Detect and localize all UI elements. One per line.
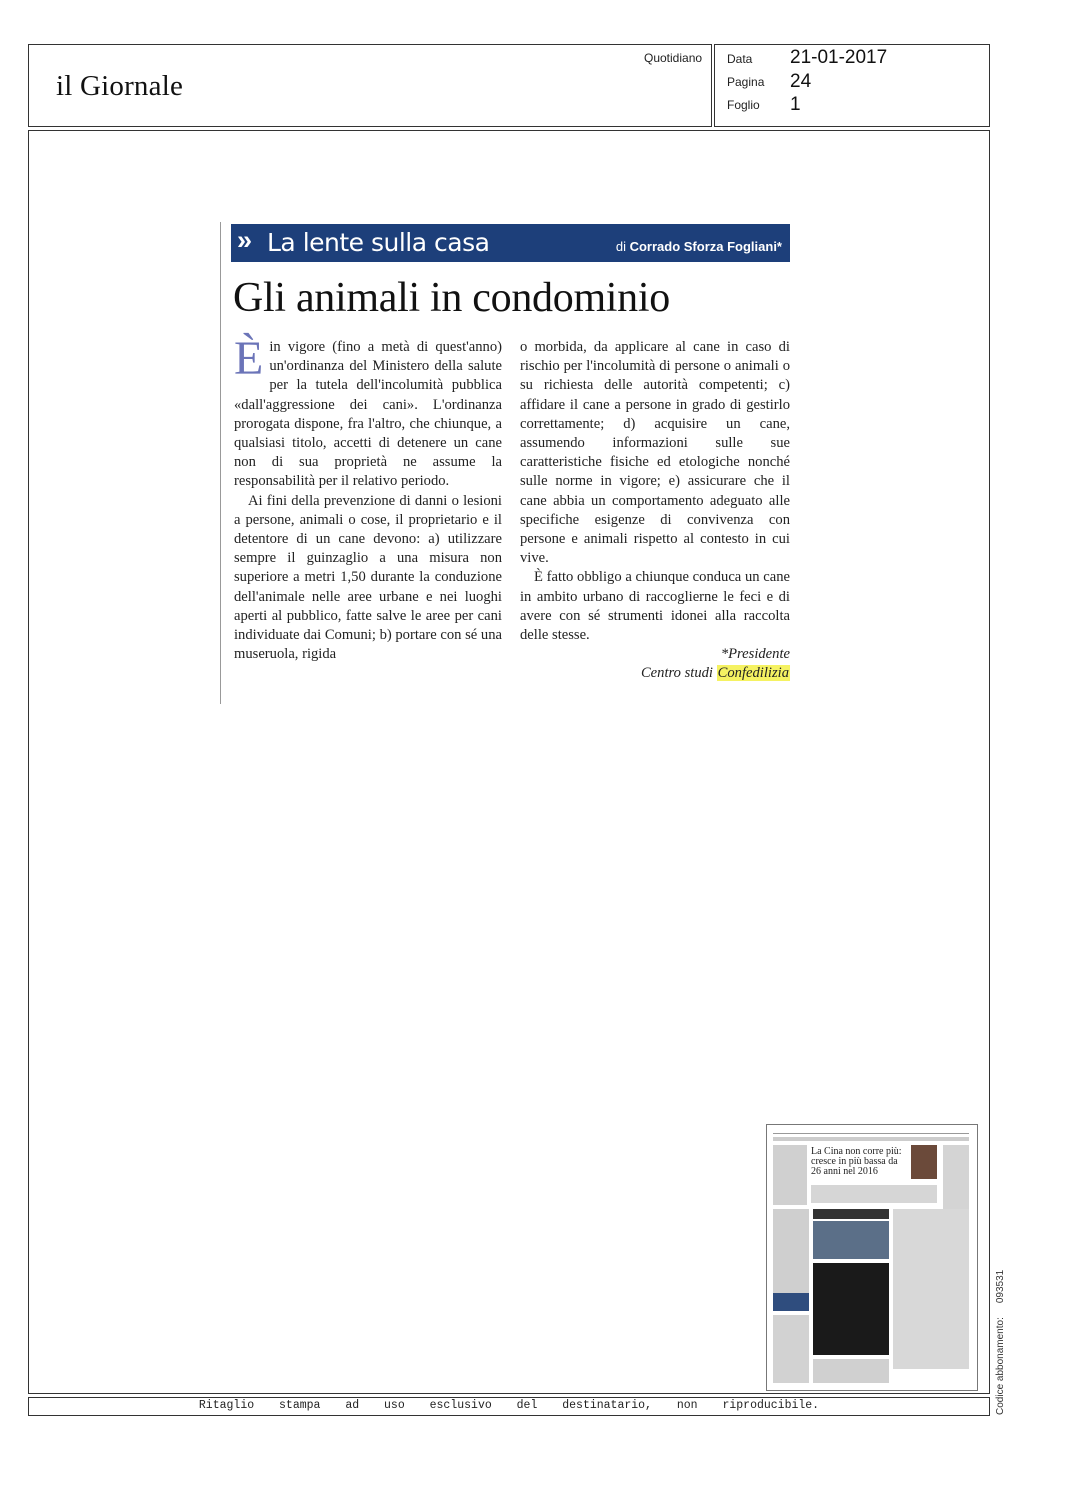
article-left-rule	[220, 222, 221, 704]
meta-value-foglio: 1	[790, 94, 801, 115]
footer-notice: Ritaglio stampa ad uso esclusivo del destinatario, non riproducibile.	[198, 1399, 820, 1412]
double-chevron-icon: »	[237, 225, 253, 255]
author-name: Corrado Sforza Fogliani*	[629, 239, 782, 254]
meta-label-pagina: Pagina	[727, 75, 765, 89]
author-prefix: di	[615, 239, 626, 254]
article-column-2	[520, 338, 790, 684]
meta-value-data: 21-01-2017	[790, 47, 888, 68]
signature-org-prefix: Centro studi	[640, 665, 713, 682]
paragraph-2: Ai fini della prevenzione di danni o lesioni a persone, animali o cose, il proprietario e il detentore di un cane devono: a) utilizzare sempre il guinzaglio a una misura non superiore a metri 1,50 durante la conduzione dell'animale nelle aree urbane e nei luoghi aperti al pubblico, fatte salve le aree per cani individuate dai Comuni; b) portare con sé una museruola, rigida	[234, 492, 502, 663]
publication-name: il Giornale	[56, 70, 184, 102]
article-column-1	[234, 332, 502, 664]
paragraph-1	[234, 332, 502, 492]
meta-value-pagina: 24	[790, 71, 812, 92]
rubric-bar	[231, 224, 790, 262]
publication-type: Quotidiano	[644, 51, 703, 65]
article-headline: Gli animali in condominio	[233, 275, 670, 321]
highlighted-org: Confedilizia	[717, 665, 789, 682]
signature-role: *Presidente	[720, 646, 790, 663]
meta-label-data: Data	[727, 52, 753, 66]
subscription-number: 093531	[995, 1269, 1006, 1304]
subscription-label: Codice abbonamento:	[995, 1317, 1006, 1415]
drop-cap: È	[234, 332, 264, 385]
signature-org	[520, 664, 790, 683]
meta-label-foglio: Foglio	[727, 98, 760, 112]
paragraph-3: o morbida, da applicare al cane in caso di rischio per l'incolumità di persone o animali o su richiesta delle autorità competenti; c) affidare il cane a persone in grado di gestirlo correttamente; d) acquisire un cane, assumendo informazioni sulle sue caratteristiche fisiche ed etologiche nonché sulle norme in vigore; e) assicurare che il cane abbia un comportamento adeguato alle specifiche esigenze di convivenza con persone e animali rispetto al contesto in cui vive.	[520, 339, 790, 567]
subscription-code	[995, 1270, 1006, 1415]
rubric-author	[616, 239, 782, 254]
paragraph-4: È fatto obbligo a chiunque conduca un cane in ambito urbano di raccoglierne le feci e di avere con sé strumenti idonei alla raccolta delle stesse.	[520, 569, 790, 644]
thumbnail-headline: La Cina non corre più: cresce in più bassa da 26 anni nel 2016	[811, 1146, 902, 1177]
page-thumbnail	[766, 1124, 978, 1391]
paragraph-1-text: in vigore (fino a metà di quest'anno) un'ordinanza del Ministero della salute per la tutela dell'incolumità pubblica «dall'aggressione dei cani». L'ordinanza prorogata dispone, fra l'altro, che chiunque, a qualsiasi titolo, accetti di detenere un cane non di sua proprietà ne assume la responsabilità per il relativo periodo.	[234, 339, 502, 490]
rubric-title: La lente sulla casa	[267, 228, 490, 257]
